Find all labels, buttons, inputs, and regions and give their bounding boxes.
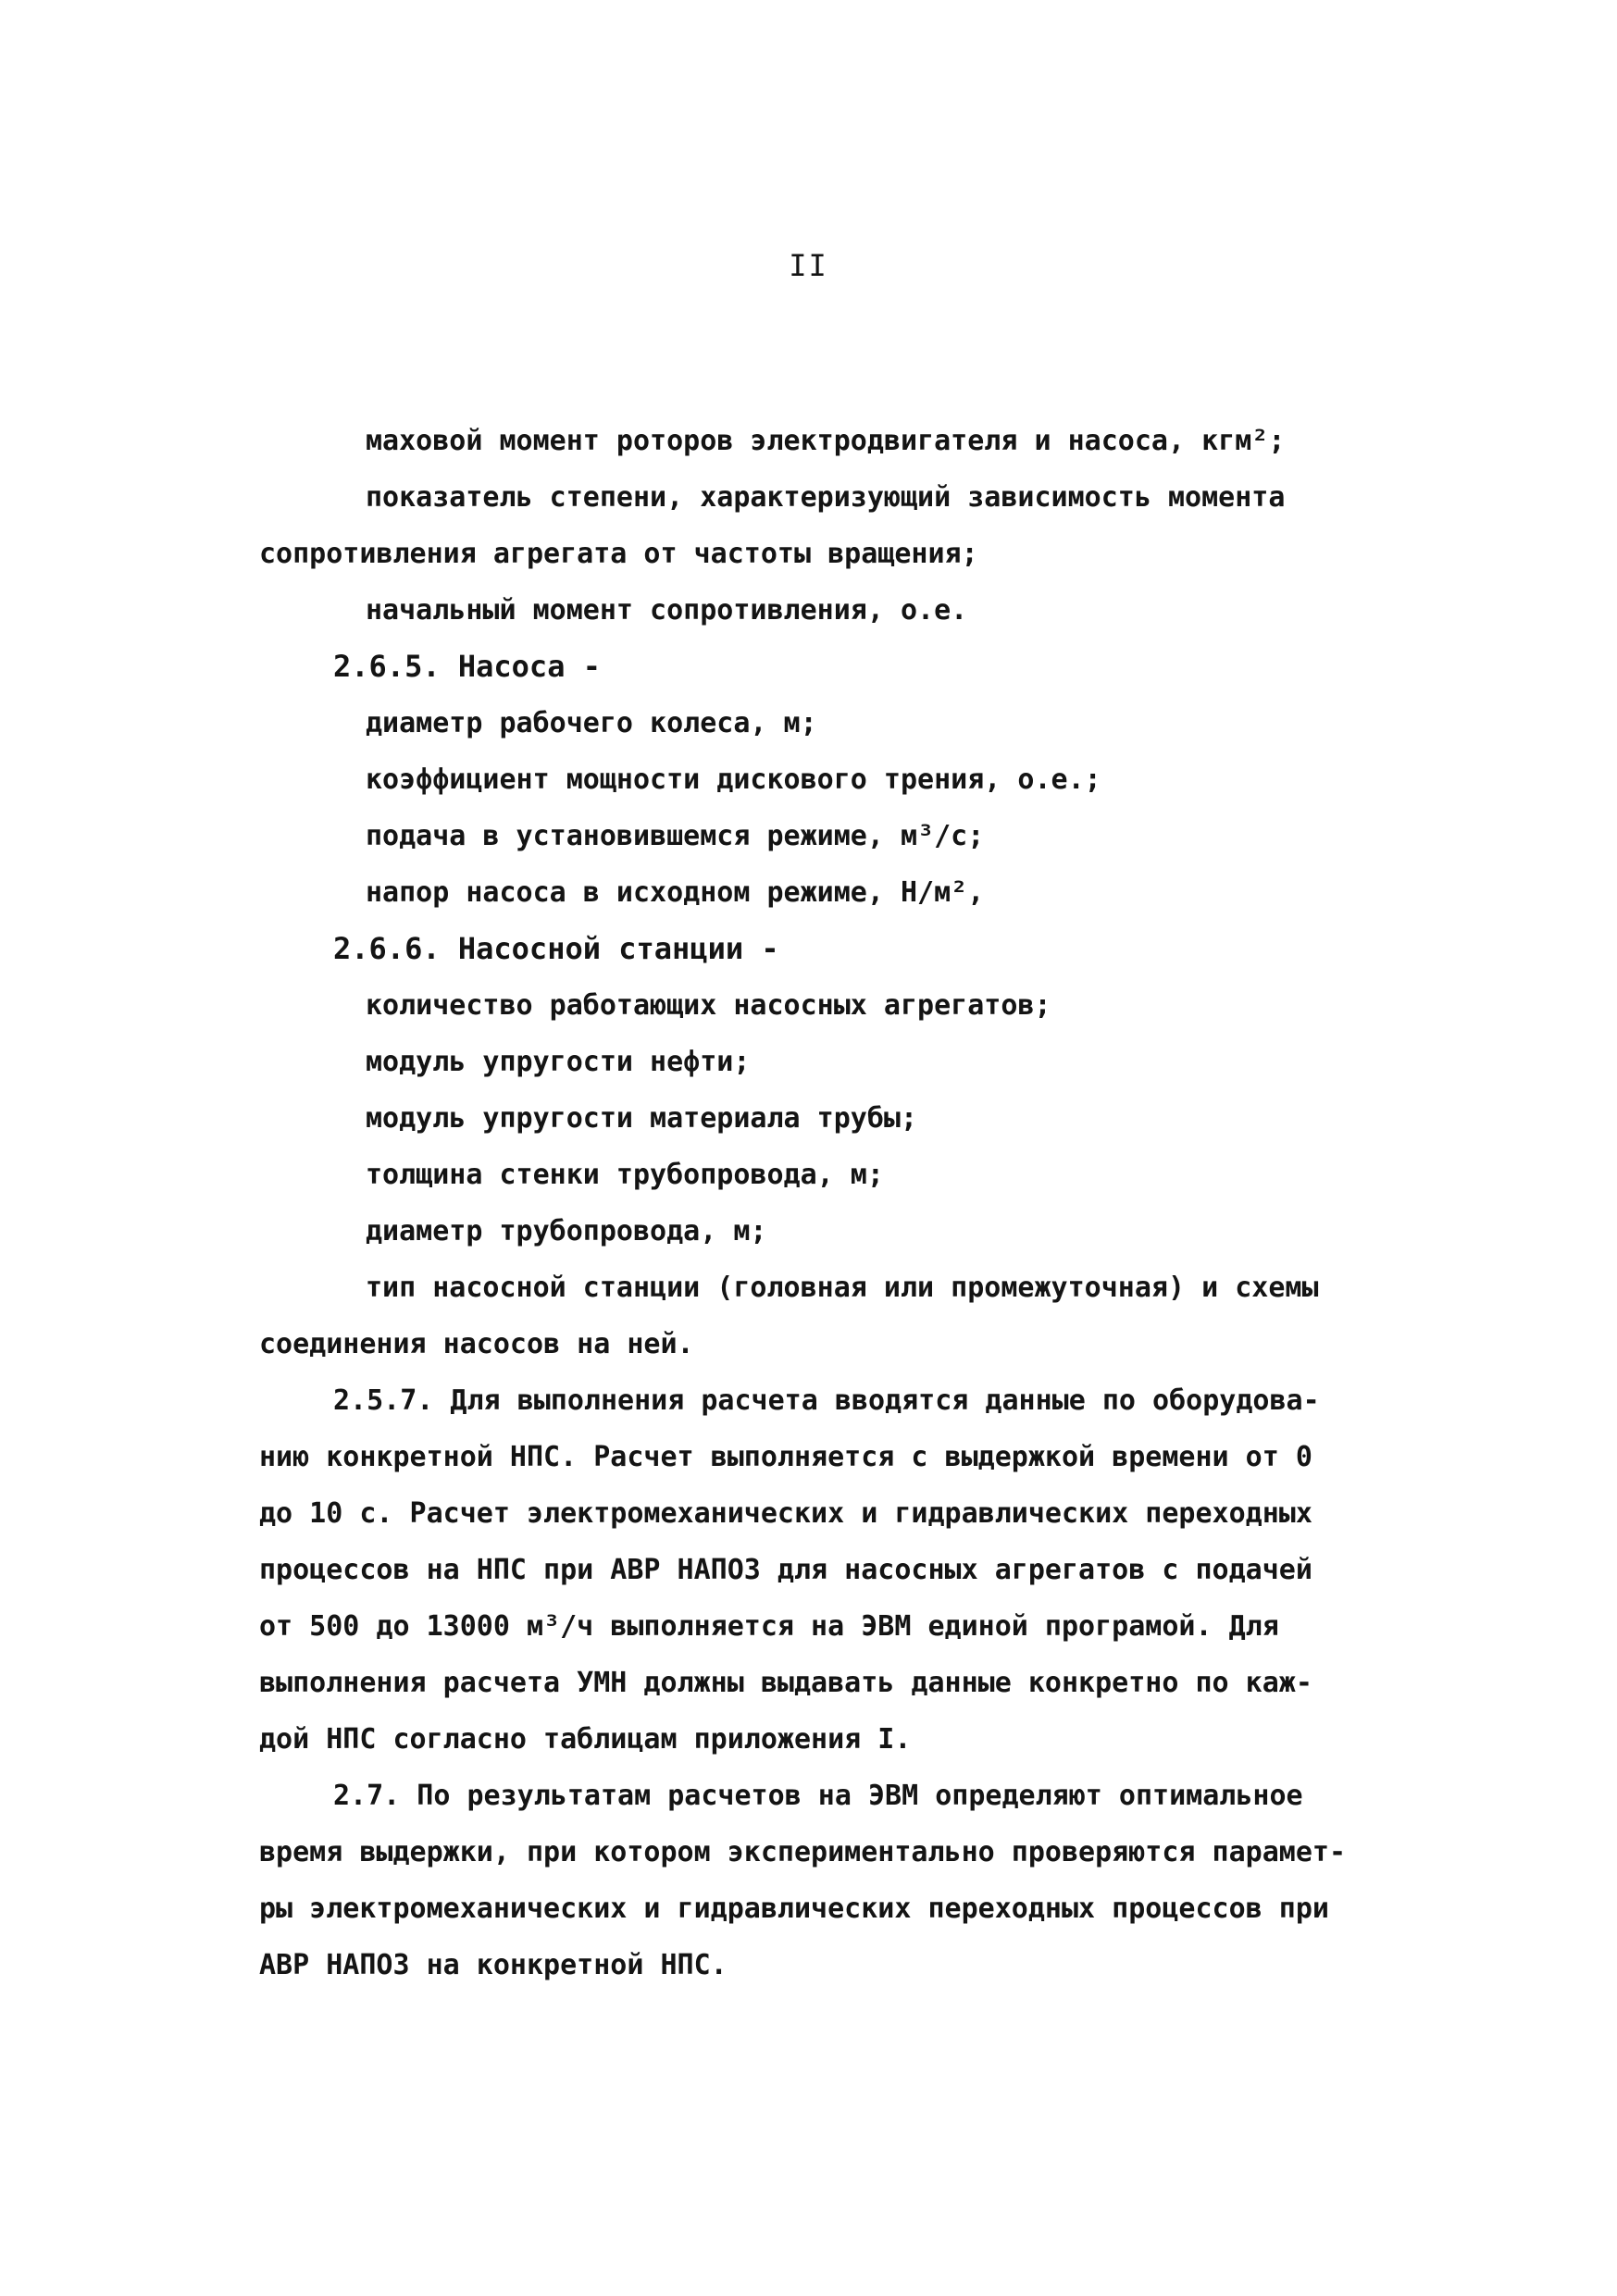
text-line: модуль упругости материала трубы;	[366, 1102, 918, 1135]
text-line: начальный момент сопротивления, о.е.	[366, 594, 968, 627]
text-line: время выдержки, при котором экспериментально проверяются парамет-	[259, 1836, 1346, 1868]
section-heading: 2.6.5. Насоса -	[333, 649, 601, 684]
text-line: подача в установившемся режиме, м³/с;	[366, 820, 985, 852]
text-line: дой НПС согласно таблицам приложения I.	[259, 1723, 912, 1756]
text-line: диаметр трубопровода, м;	[366, 1215, 767, 1247]
text-line: от 500 до 13000 м³/ч выполняется на ЭВМ единой програмой. Для	[259, 1610, 1279, 1643]
text-line: нию конкретной НПС. Расчет выполняется с выдержкой времени от 0	[259, 1441, 1312, 1473]
text-line: ры электромеханических и гидравлических переходных процессов при	[259, 1893, 1329, 1925]
text-line: тип насосной станции (головная или промежуточная) и схемы	[366, 1272, 1319, 1304]
text-line: маховой момент роторов электродвигателя и насоса, кгм²;	[366, 425, 1286, 457]
text-line: показатель степени, характеризующий зависимость момента	[366, 481, 1286, 514]
section-heading: 2.6.6. Насосной станции -	[333, 931, 779, 966]
document-body	[0, 413, 1617, 1993]
text-line: диаметр рабочего колеса, м;	[366, 707, 817, 739]
text-line: количество работающих насосных агрегатов;	[366, 989, 1051, 1022]
text-line: процессов на НПС при АВР НАПОЗ для насосных агрегатов с подачей	[259, 1554, 1312, 1586]
text-line: до 10 с. Расчет электромеханических и гидравлических переходных	[259, 1497, 1312, 1530]
text-line: напор насоса в исходном режиме, Н/м²,	[366, 876, 985, 909]
text-line: модуль упругости нефти;	[366, 1046, 751, 1078]
text-line: АВР НАПОЗ на конкретной НПС.	[259, 1949, 728, 1981]
text-line: соединения насосов на ней.	[259, 1328, 694, 1360]
paragraph-start: 2.7. По результатам расчетов на ЭВМ определяют оптимальное	[333, 1780, 1303, 1812]
text-line: коэффициент мощности дискового трения, о.е.;	[366, 763, 1101, 796]
text-line: сопротивления агрегата от частоты вращения;	[259, 538, 978, 570]
text-line: выполнения расчета УМН должны выдавать данные конкретно по каж-	[259, 1667, 1312, 1699]
paragraph-start: 2.5.7. Для выполнения расчета вводятся данные по оборудова-	[333, 1384, 1320, 1417]
page-number: II	[789, 248, 828, 283]
text-line: толщина стенки трубопровода, м;	[366, 1159, 884, 1191]
